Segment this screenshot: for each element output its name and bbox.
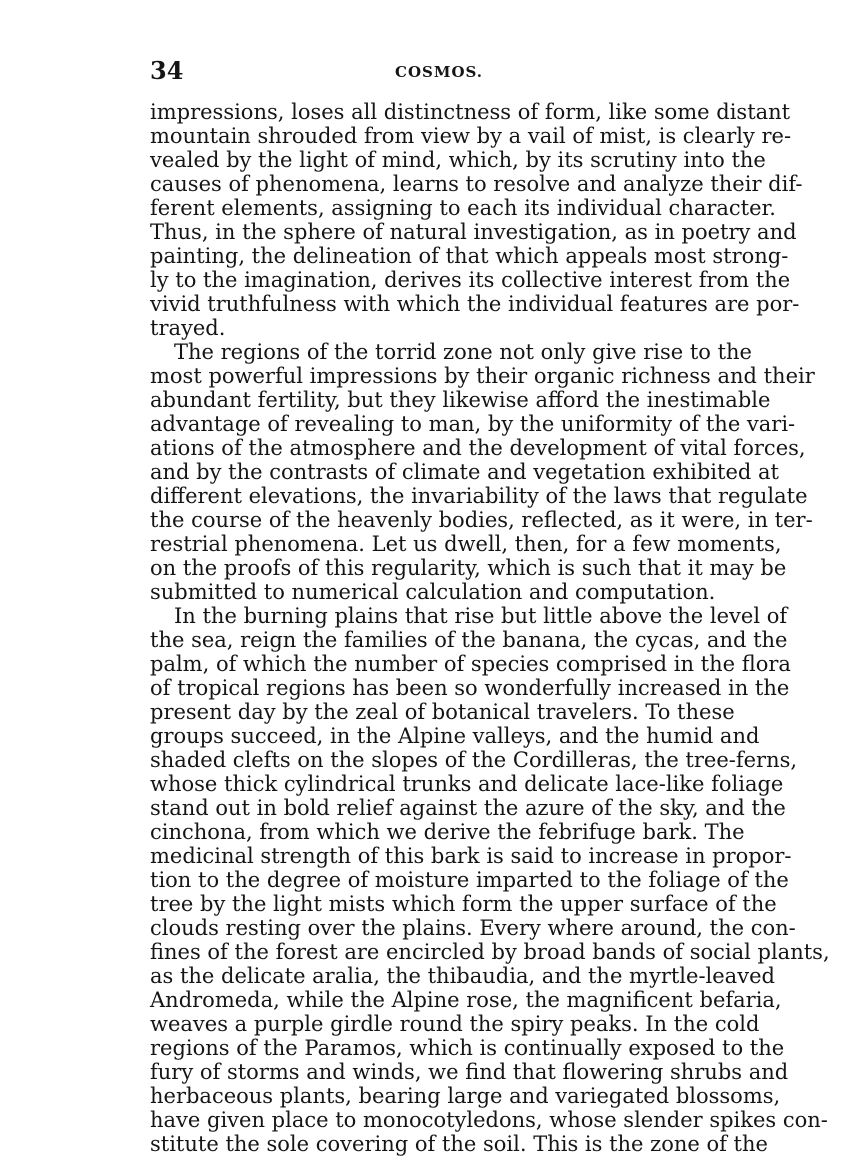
text-line: stand out in bold relief against the azure of the sky, and the <box>150 796 786 820</box>
text-line: ferent elements, assigning to each its individual character. <box>150 196 776 220</box>
text-line: medicinal strength of this bark is said to increase in propor- <box>150 844 792 868</box>
text-line: the course of the heavenly bodies, reflected, as it were, in ter- <box>150 508 813 532</box>
text-line: ly to the imagination, derives its collective interest from the <box>150 268 791 292</box>
text-line: fines of the forest are encircled by broad bands of social plants, <box>150 940 830 964</box>
text-line: as the delicate aralia, the thibaudia, and the myrtle-leaved <box>150 964 775 988</box>
text-line: whose thick cylindrical trunks and delicate lace-like foliage <box>150 772 784 796</box>
text-line: trayed. <box>150 316 226 340</box>
text-line: submitted to numerical calculation and computation. <box>150 580 716 604</box>
text-line: palm, of which the number of species comprised in the flora <box>150 652 791 676</box>
text-line: mountain shrouded from view by a vail of mist, is clearly re- <box>150 124 792 148</box>
text-line: on the proofs of this regularity, which is such that it may be <box>150 556 787 580</box>
text-line: and by the contrasts of climate and vegetation exhibited at <box>150 460 779 484</box>
text-line: tree by the light mists which form the upper surface of the <box>150 892 777 916</box>
text-line: causes of phenomena, learns to resolve and analyze their dif- <box>150 172 803 196</box>
body-text <box>150 100 830 1156</box>
text-line: cinchona, from which we derive the febrifuge bark. The <box>150 820 745 844</box>
text-line: tion to the degree of moisture imparted to the foliage of the <box>150 868 789 892</box>
text-line: fury of storms and winds, we find that flowering shrubs and <box>150 1060 789 1084</box>
paragraph-first-line: In the burning plains that rise but little above the level of <box>174 604 788 628</box>
text-line: have given place to monocotyledons, whose slender spikes con- <box>150 1108 828 1132</box>
text-line: restrial phenomena. Let us dwell, then, for a few moments, <box>150 532 782 556</box>
page-number: 34 <box>150 56 184 85</box>
text-line: present day by the zeal of botanical travelers. To these <box>150 700 735 724</box>
text-line: the sea, reign the families of the banana, the cycas, and the <box>150 628 788 652</box>
text-line: advantage of revealing to man, by the uniformity of the vari- <box>150 412 796 436</box>
text-line: impressions, loses all distinctness of form, like some distant <box>150 100 791 124</box>
text-line: vealed by the light of mind, which, by its scrutiny into the <box>150 148 766 172</box>
text-line: abundant fertility, but they likewise afford the inestimable <box>150 388 771 412</box>
text-line: regions of the Paramos, which is continually exposed to the <box>150 1036 785 1060</box>
text-line: most powerful impressions by their organic richness and their <box>150 364 815 388</box>
text-line: groups succeed, in the Alpine valleys, and the humid and <box>150 724 760 748</box>
text-line: stitute the sole covering of the soil. This is the zone of the <box>150 1132 768 1156</box>
text-line: of tropical regions has been so wonderfully increased in the <box>150 676 790 700</box>
text-line: shaded clefts on the slopes of the Cordilleras, the tree-ferns, <box>150 748 798 772</box>
text-line: painting, the delineation of that which appeals most strong- <box>150 244 789 268</box>
text-line: vivid truthfulness with which the individual features are por- <box>150 292 800 316</box>
text-line: clouds resting over the plains. Every where around, the con- <box>150 916 796 940</box>
text-line: different elevations, the invariability of the laws that regulate <box>150 484 808 508</box>
running-head-title: COSMOS. <box>395 63 484 81</box>
text-line: weaves a purple girdle round the spiry peaks. In the cold <box>150 1012 760 1036</box>
text-line: herbaceous plants, bearing large and variegated blossoms, <box>150 1084 781 1108</box>
text-line: ations of the atmosphere and the development of vital forces, <box>150 436 806 460</box>
text-line: Andromeda, while the Alpine rose, the magnificent befaria, <box>150 988 782 1012</box>
page-header <box>150 55 698 87</box>
paragraph-first-line: The regions of the torrid zone not only give rise to the <box>174 340 752 364</box>
text-line: Thus, in the sphere of natural investigation, as in poetry and <box>150 220 797 244</box>
